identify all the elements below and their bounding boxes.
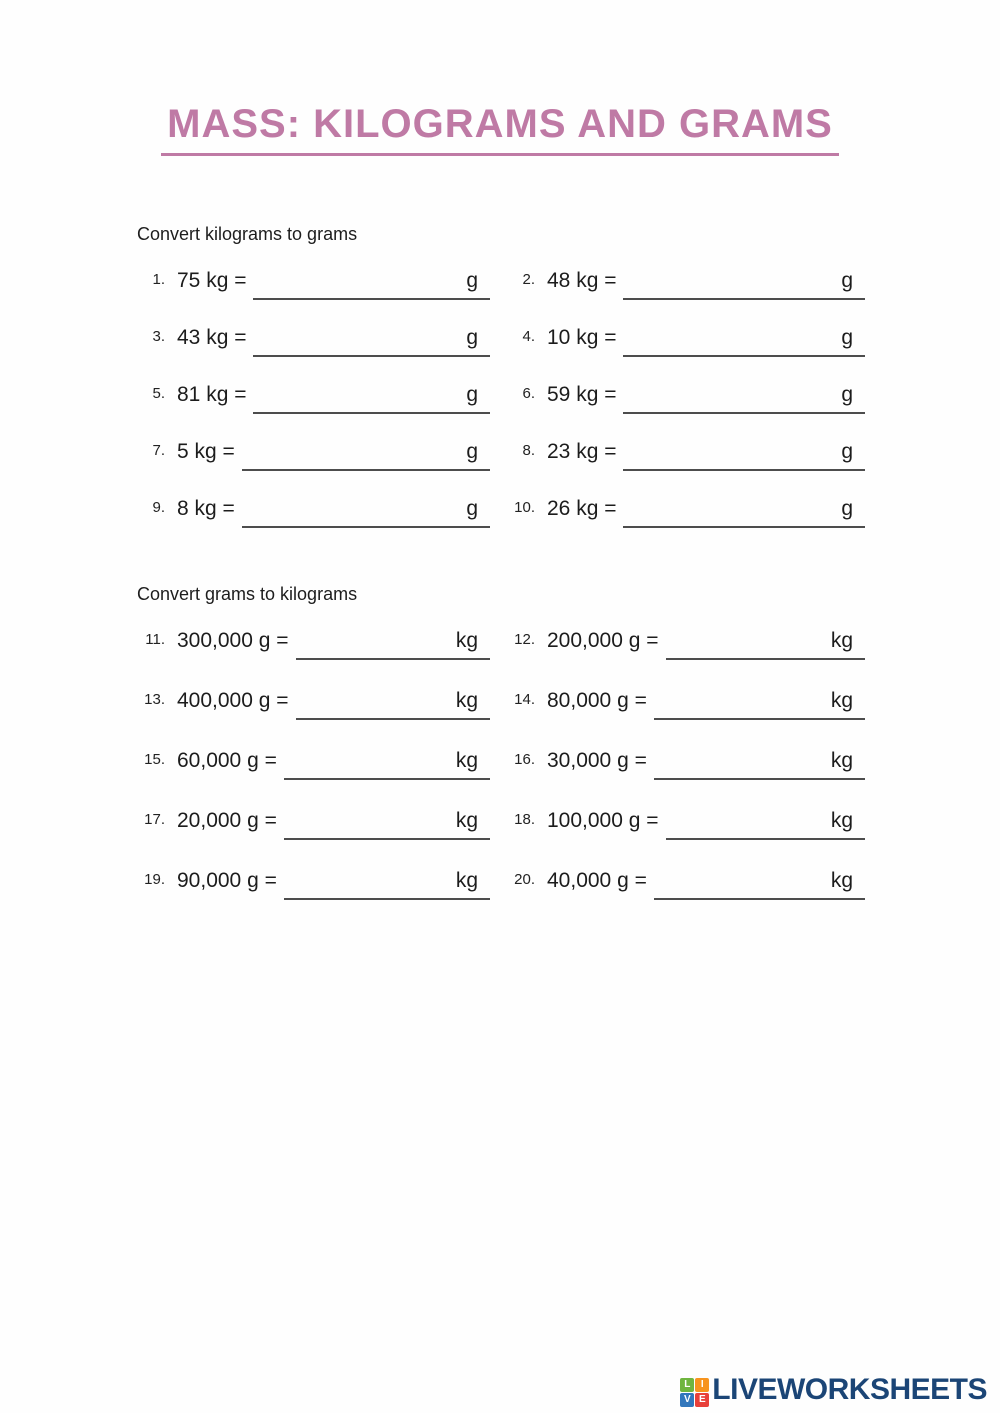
question-number: 9. bbox=[152, 499, 165, 516]
question-text: 20,000 g = bbox=[177, 809, 277, 832]
question-number: 17. bbox=[144, 811, 165, 828]
unit-label: g bbox=[466, 269, 478, 292]
question-text: 26 kg = bbox=[547, 497, 617, 520]
answer-blank[interactable] bbox=[623, 440, 865, 471]
unit-label: kg bbox=[830, 689, 853, 712]
question-number: 20. bbox=[514, 871, 535, 888]
answer-blank[interactable] bbox=[654, 749, 865, 780]
logo-cell-l: L bbox=[680, 1378, 694, 1392]
answer-blank[interactable] bbox=[296, 689, 490, 720]
answer-blank[interactable] bbox=[623, 326, 865, 357]
question-row bbox=[135, 749, 490, 780]
answer-blank[interactable] bbox=[242, 440, 490, 471]
unit-label: g bbox=[841, 383, 853, 406]
question-row bbox=[505, 629, 865, 660]
unit-label: g bbox=[466, 326, 478, 349]
answer-blank[interactable] bbox=[623, 497, 865, 528]
question-row bbox=[505, 809, 865, 840]
answer-blank[interactable] bbox=[623, 269, 865, 300]
answer-blank[interactable] bbox=[654, 689, 865, 720]
question-number: 2. bbox=[522, 271, 535, 288]
unit-label: g bbox=[466, 497, 478, 520]
unit-label: kg bbox=[830, 869, 853, 892]
unit-label: kg bbox=[455, 809, 478, 832]
question-row bbox=[505, 269, 865, 300]
question-text: 81 kg = bbox=[177, 383, 247, 406]
question-row bbox=[505, 326, 865, 357]
question-text: 5 kg = bbox=[177, 440, 235, 463]
title-area bbox=[0, 0, 1000, 156]
question-grid-kg-to-g bbox=[135, 269, 865, 528]
unit-label: kg bbox=[830, 809, 853, 832]
question-number: 1. bbox=[152, 271, 165, 288]
question-text: 400,000 g = bbox=[177, 689, 289, 712]
question-row bbox=[135, 689, 490, 720]
question-row bbox=[505, 497, 865, 528]
question-number: 8. bbox=[522, 442, 535, 459]
question-text: 43 kg = bbox=[177, 326, 247, 349]
unit-label: g bbox=[841, 326, 853, 349]
unit-label: g bbox=[466, 440, 478, 463]
answer-blank[interactable] bbox=[284, 749, 490, 780]
question-text: 300,000 g = bbox=[177, 629, 289, 652]
question-number: 13. bbox=[144, 691, 165, 708]
liveworksheets-logo-link[interactable] bbox=[680, 1373, 987, 1407]
unit-label: g bbox=[841, 497, 853, 520]
question-text: 75 kg = bbox=[177, 269, 247, 292]
question-row bbox=[505, 383, 865, 414]
question-text: 60,000 g = bbox=[177, 749, 277, 772]
question-text: 10 kg = bbox=[547, 326, 617, 349]
question-number: 3. bbox=[152, 328, 165, 345]
question-text: 80,000 g = bbox=[547, 689, 647, 712]
answer-blank[interactable] bbox=[623, 383, 865, 414]
question-row bbox=[505, 869, 865, 900]
question-text: 23 kg = bbox=[547, 440, 617, 463]
question-text: 90,000 g = bbox=[177, 869, 277, 892]
section-g-to-kg bbox=[135, 584, 865, 900]
unit-label: kg bbox=[455, 629, 478, 652]
unit-label: g bbox=[841, 269, 853, 292]
section-kg-to-g bbox=[135, 224, 865, 528]
page-title: MASS: KILOGRAMS AND GRAMS bbox=[161, 102, 839, 156]
question-text: 200,000 g = bbox=[547, 629, 659, 652]
section-heading-kg-to-g: Convert kilograms to grams bbox=[137, 224, 358, 244]
unit-label: g bbox=[841, 440, 853, 463]
unit-label: kg bbox=[830, 629, 853, 652]
question-row bbox=[505, 689, 865, 720]
question-row bbox=[135, 326, 490, 357]
question-row bbox=[135, 440, 490, 471]
question-row bbox=[135, 497, 490, 528]
logo-cell-i: I bbox=[695, 1378, 709, 1392]
question-row bbox=[505, 749, 865, 780]
question-number: 7. bbox=[152, 442, 165, 459]
answer-blank[interactable] bbox=[666, 629, 865, 660]
question-row bbox=[135, 809, 490, 840]
unit-label: kg bbox=[455, 689, 478, 712]
question-text: 100,000 g = bbox=[547, 809, 659, 832]
question-row bbox=[135, 383, 490, 414]
answer-blank[interactable] bbox=[654, 869, 865, 900]
question-text: 40,000 g = bbox=[547, 869, 647, 892]
question-text: 8 kg = bbox=[177, 497, 235, 520]
question-number: 11. bbox=[145, 631, 165, 648]
answer-blank[interactable] bbox=[253, 326, 490, 357]
question-text: 30,000 g = bbox=[547, 749, 647, 772]
question-number: 10. bbox=[514, 499, 535, 516]
question-number: 14. bbox=[514, 691, 535, 708]
question-number: 15. bbox=[144, 751, 165, 768]
question-text: 48 kg = bbox=[547, 269, 617, 292]
question-number: 18. bbox=[514, 811, 535, 828]
answer-blank[interactable] bbox=[296, 629, 490, 660]
question-number: 5. bbox=[152, 385, 165, 402]
question-row bbox=[505, 440, 865, 471]
answer-blank[interactable] bbox=[253, 269, 490, 300]
answer-blank[interactable] bbox=[242, 497, 490, 528]
question-grid-g-to-kg bbox=[135, 629, 865, 900]
brand-wordmark: LIVEWORKSHEETS bbox=[712, 1373, 987, 1406]
question-number: 16. bbox=[514, 751, 535, 768]
unit-label: kg bbox=[830, 749, 853, 772]
unit-label: kg bbox=[455, 749, 478, 772]
question-row bbox=[135, 269, 490, 300]
section-heading-g-to-kg: Convert grams to kilograms bbox=[137, 584, 358, 604]
question-text: 59 kg = bbox=[547, 383, 617, 406]
logo-cell-v: V bbox=[680, 1393, 694, 1407]
worksheet-body bbox=[0, 224, 1000, 900]
question-row bbox=[135, 629, 490, 660]
question-number: 6. bbox=[522, 385, 535, 402]
answer-blank[interactable] bbox=[284, 869, 490, 900]
question-number: 12. bbox=[514, 631, 535, 648]
liveworksheets-icon bbox=[680, 1378, 709, 1407]
question-number: 4. bbox=[522, 328, 535, 345]
unit-label: kg bbox=[455, 869, 478, 892]
answer-blank[interactable] bbox=[253, 383, 490, 414]
answer-blank[interactable] bbox=[666, 809, 865, 840]
unit-label: g bbox=[466, 383, 478, 406]
answer-blank[interactable] bbox=[284, 809, 490, 840]
logo-cell-e: E bbox=[695, 1393, 709, 1407]
question-row bbox=[135, 869, 490, 900]
question-number: 19. bbox=[144, 871, 165, 888]
